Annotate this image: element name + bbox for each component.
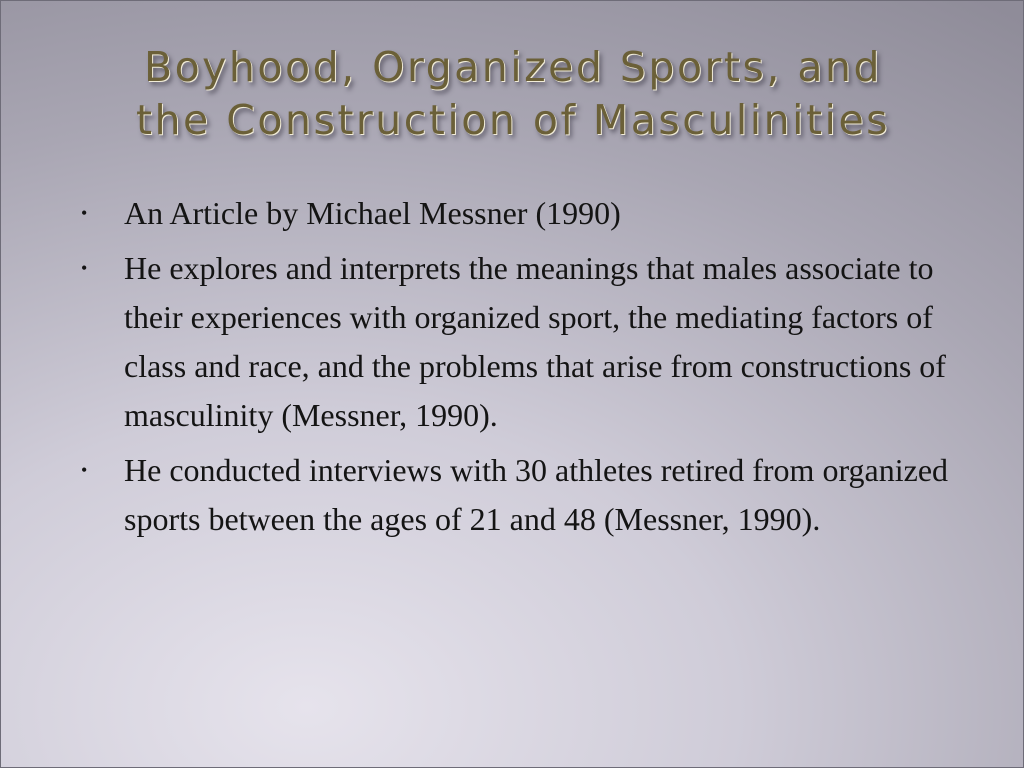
bullet-text-1: An Article by Michael Messner (1990) <box>124 195 621 231</box>
slide-title-line-1: Boyhood, Organized Sports, and <box>143 43 883 91</box>
bullet-text-3: He conducted interviews with 30 athletes retired from organized sports between the ages of 21 and 48 (Messner, 1990). <box>124 452 949 537</box>
bullet-marker-icon: • <box>81 203 88 223</box>
bullet-list <box>81 189 981 550</box>
bullet-item-1 <box>81 189 959 238</box>
slide-title <box>21 41 1005 147</box>
slide-title-line-2: the Construction of Masculinities <box>135 96 891 144</box>
bullet-marker-icon: • <box>81 258 88 278</box>
bullet-text-2: He explores and interprets the meanings that males associate to their experiences with organized sport, the mediating factors of class and race, and the problems that arise from constructions of masculinity (Messner, 1990). <box>124 250 946 433</box>
bullet-item-3 <box>81 446 959 544</box>
bullet-marker-icon: • <box>81 460 88 480</box>
bullet-item-2 <box>81 244 959 440</box>
